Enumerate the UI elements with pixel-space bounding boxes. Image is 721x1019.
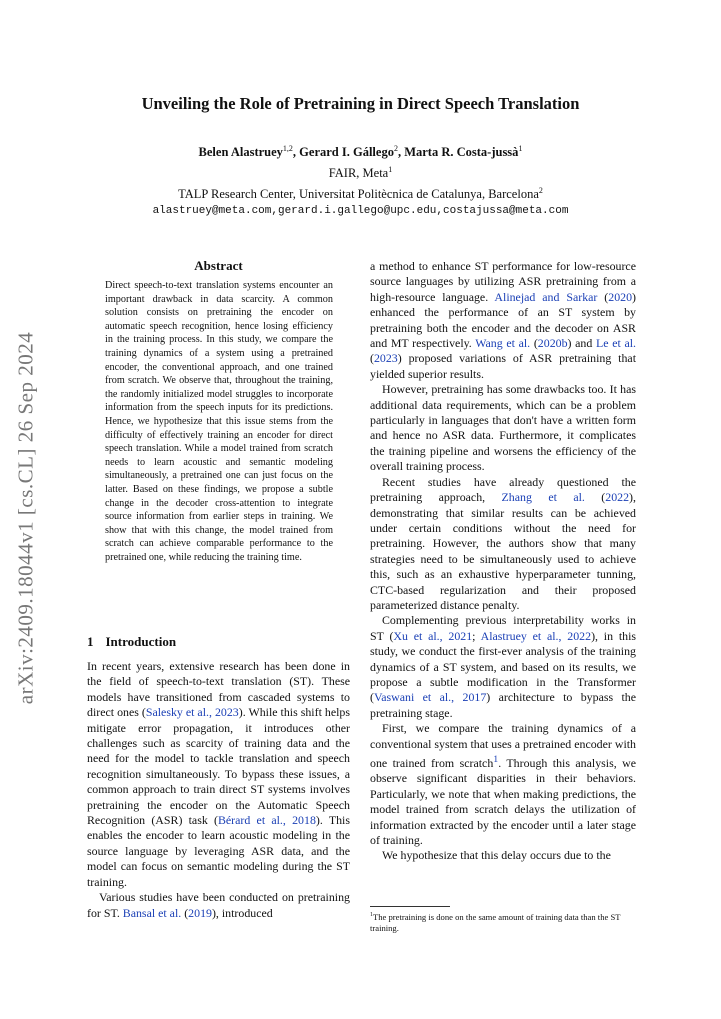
left-column (87, 659, 350, 921)
paragraph (370, 259, 636, 382)
section-title: Introduction (105, 634, 177, 649)
footnote (370, 910, 636, 934)
text-run: ( (181, 905, 189, 920)
author-emails: alastruey@meta.com,gerard.i.gallego@upc.edu,costajussa@meta.com (152, 205, 569, 218)
author-affil-mark: 2 (393, 144, 398, 153)
arxiv-identifier: arXiv:2409.18044v1 [cs.CL] 26 Sep 2024 (13, 331, 38, 705)
affiliation-mark: 2 (538, 186, 543, 196)
text-run: Complementing previous interpretability works in ST ( (370, 613, 636, 643)
text-run: ), introduced (211, 905, 273, 920)
text-run: ( (597, 289, 609, 304)
author-block (0, 140, 721, 220)
text-run: . Through this analysis, we observe significant disparities in their behaviors. Particularly, we note that when making predictions, the model trained from scratch delays the utilization of information extracted by the encoder until a later stage of training. (370, 755, 636, 847)
footnote-link[interactable]: 1 (493, 754, 499, 765)
paragraph (370, 848, 636, 863)
affiliation-text: TALP Research Center, Universitat Politècnica de Catalunya, Barcelona (178, 187, 539, 202)
author-names: Belen Alastruey$^{1,2}$, Gerard I. Gállego$^2$, Marta R. Costa-jussà$^1$ (198, 144, 523, 160)
text-run: ) and (567, 336, 596, 351)
paper-title: Unveiling the Role of Pretraining in Direct Speech Translation (141, 94, 580, 113)
citation-link[interactable]: 2022 (605, 490, 630, 505)
text-run: ( (370, 351, 374, 366)
text-run: ; (472, 628, 481, 643)
citation-link[interactable]: 2020 (608, 289, 633, 304)
affiliation-upc (0, 182, 721, 203)
text-run: ), demonstrating that similar results can be achieved under certain conditions without the need for pretraining. However, the authors show that many strategies need to be simultaneously used to achieve this, such as an exhaustive hyperparameter tunning, CTC-based regularization and their proposed parameterized distance penalty. (370, 490, 636, 612)
author-affil-mark: 1 (518, 144, 523, 153)
affiliation-mark: 1 (388, 165, 393, 175)
citation-link[interactable]: Zhang et al. (501, 490, 585, 505)
author-affil-mark: 1,2 (282, 144, 293, 153)
affiliation-text: FAIR, Meta (328, 166, 389, 181)
section-number: 1 (87, 634, 94, 649)
paragraph (370, 613, 636, 721)
text-run: First, we compare the training dynamics of a conventional system that uses a pretrained encoder with one trained from scratch (370, 721, 636, 770)
section-heading (87, 634, 176, 650)
citation-link[interactable]: 2019 (188, 905, 212, 920)
footnote-text: The pretraining is done on the same amount of training data than the ST training. (370, 911, 621, 933)
citation-link[interactable]: Alinejad and Sarkar (494, 289, 598, 304)
text-run: ), in this study, we conduct the first-ever analysis of the training dynamics of a ST system, and based on its results, we propose a subtle modification in the Transformer ( (370, 628, 637, 705)
footnote-mark: 1 (370, 912, 373, 918)
text-run: ) architecture to bypass the pretraining stage. (370, 690, 637, 720)
footnote-divider (370, 906, 450, 907)
citation-link[interactable]: Le et al. (596, 336, 637, 351)
citation-link[interactable]: Xu et al., 2021 (393, 628, 473, 643)
text-run: ). This enables the encoder to learn acoustic modeling in the source language by leveraging ASR data, and the model can focus on semantic modeling during the ST training. (87, 813, 350, 889)
paragraph (370, 721, 636, 848)
paragraph (370, 475, 636, 614)
affiliation-meta (0, 161, 721, 182)
author-name: Gerard I. Gállego (299, 145, 394, 160)
citation-link[interactable]: 2020b (537, 336, 568, 351)
text-run: We hypothesize that this delay occurs due to the (382, 848, 611, 863)
citation-link[interactable]: Vaswani et al., 2017 (373, 690, 487, 705)
citation-link[interactable]: Salesky et al., 2023 (145, 705, 239, 720)
text-run: In recent years, extensive research has been done in the field of speech-to-text translation (ST). These models have transitioned from cascaded systems to direct ones ( (87, 659, 350, 720)
text-run: ( (584, 490, 606, 505)
text-run: Various studies have been conducted on pretraining for ST. (87, 890, 350, 920)
author-name: Belen Alastruey (198, 145, 283, 160)
text-run: ) enhanced the performance of an ST system by pretraining both the encoder and the decoder on ASR and MT respectively. (370, 289, 636, 351)
paragraph (87, 659, 350, 890)
text-run: However, pretraining has some drawbacks too. It has additional data requirements, which can be a problem particularly in languages that don't have a written form and hence no ASR data. Furthermore, it complicates the training pipeline and worsens the efficiency of the overall training process. (370, 382, 636, 474)
text-run: ) proposed variations of ASR pretraining that yielded superior results. (370, 351, 636, 381)
text-run: Recent studies have already questioned the pretraining approach, (370, 474, 636, 505)
author-name: Marta R. Costa-jussà (404, 145, 519, 160)
abstract-heading: Abstract (194, 258, 243, 273)
text-run: ). While this shift helps mitigate error propagation, it introduces other challenges such as scarcity of training data and the need for the model to tackle translation and speech recognition simultaneously. To bypass these issues, a common approach to train direct ST systems involves pretraining the encoder on the Automatic Speech Recognition (ASR) task ( (87, 705, 350, 828)
text-run: ( (530, 336, 538, 351)
text-run: a method to enhance ST performance for low-resource source languages by utilizing ASR pretraining from a high-resource language. (370, 259, 636, 304)
right-column (370, 259, 636, 864)
citation-link[interactable]: Bansal et al. (122, 905, 182, 920)
citation-link[interactable]: Alastruey et al., 2022 (480, 628, 592, 643)
paragraph (87, 890, 350, 921)
citation-link[interactable]: 2023 (373, 351, 398, 366)
arxiv-sidebar (13, 318, 39, 718)
paragraph (370, 382, 636, 474)
abstract-body: Direct speech-to-text translation systems encounter an important drawback in data scarcity. A common solution consists on pretraining the encoder on automatic speech recognition, hence losing efficiency in the training process. In this study, we compare the training dynamics of a system using a pretrained encoder, the conventional approach, and one trained from scratch. We observe that, throughout the training, the randomly initialized model struggles to incorporate information from the speech inputs for its predictions. Hence, we hypothesize that this issue stems from the difficulty of effectively training an encoder for direct speech translation. While a model trained from scratch needs to learn acoustic and semantic modeling simultaneously, a pretrained one can just focus on the latter. Based on these findings, we propose a subtle change in the decoder cross-attention to integrate source information from earlier steps in training. We show that with this change, the model trained from scratch can achieve comparable performance to the pretrained one, while reducing the training time. (105, 280, 333, 563)
citation-link[interactable]: Bérard et al., 2018 (217, 813, 316, 828)
citation-link[interactable]: Wang et al. (475, 336, 531, 351)
